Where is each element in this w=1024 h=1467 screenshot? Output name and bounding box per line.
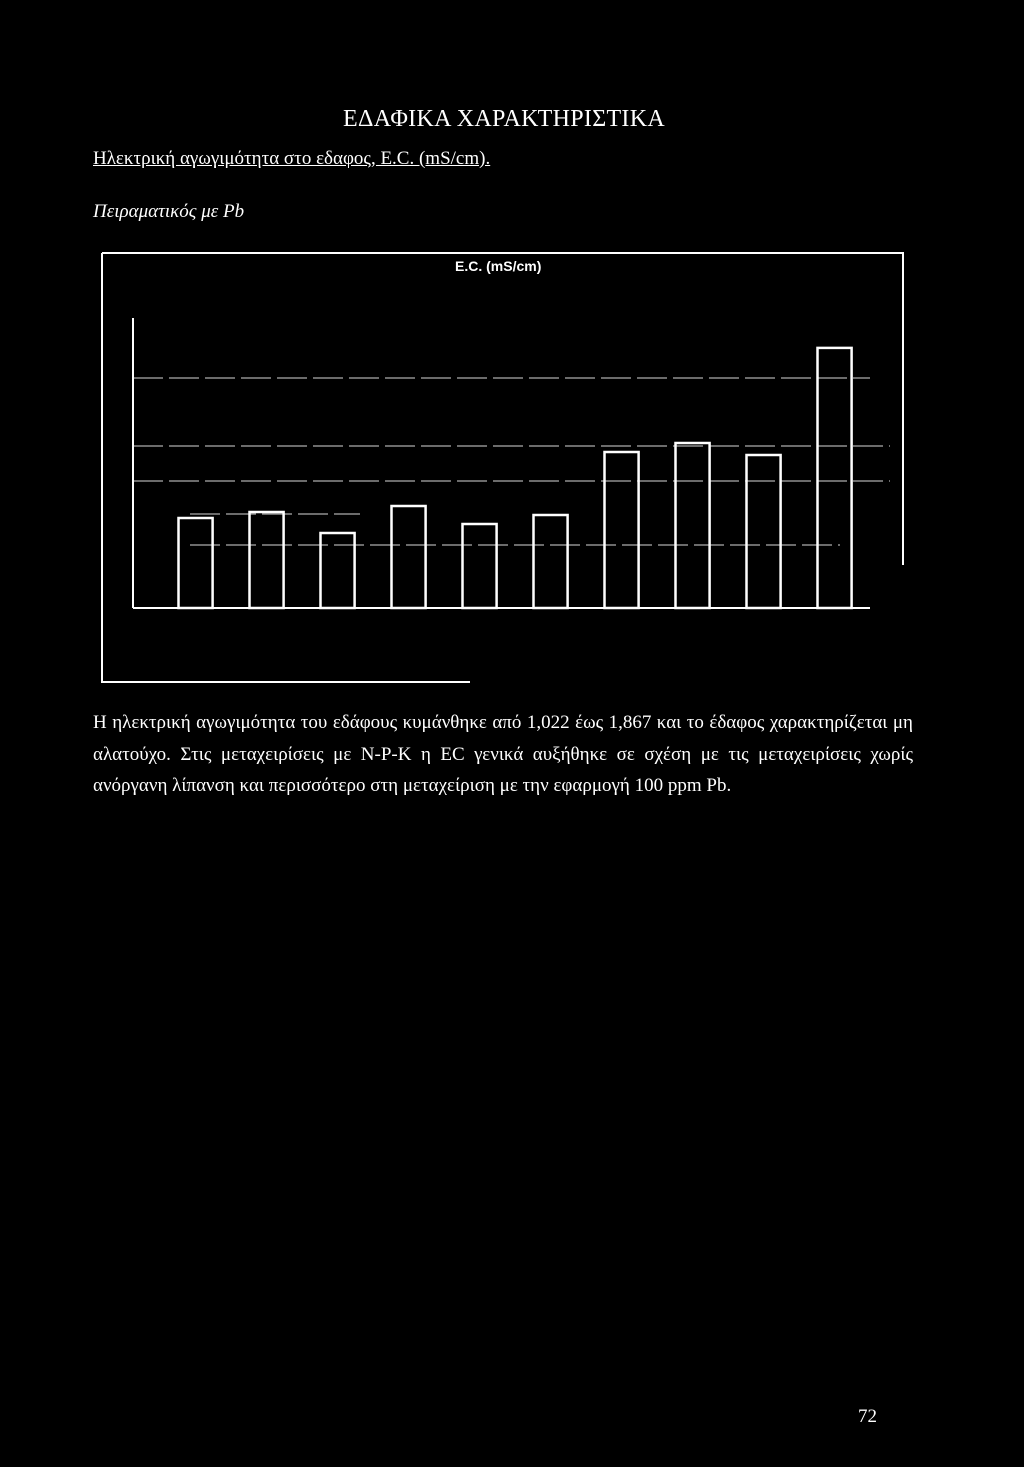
page-number: 72 [858,1406,877,1427]
bar-9 [747,455,781,608]
bar-5 [463,524,497,608]
chart-frame [102,253,903,565]
bar-8 [676,443,710,608]
page-heading: ΕΔΑΦΙΚΑ ΧΑΡΑΚΤΗΡΙΣΤΙΚΑ [343,106,665,132]
bar-4 [392,506,426,608]
bar-6 [534,515,568,608]
bar-3 [321,533,355,608]
chart-frame-left [102,253,470,682]
bar-1 [179,518,213,608]
bar-10 [818,348,852,608]
experiment-label: Πειραματικός με Pb [93,201,245,222]
ec-chart-svg [0,0,1024,700]
ec-chart [0,0,1024,700]
bar-2 [250,512,284,608]
body-paragraph: Η ηλεκτρική αγωγιμότητα του εδάφους κυμάνθηκε από 1,022 έως 1,867 και το έδαφος χαρακτηρίζεται μη αλατούχο. Στις μεταχειρίσεις με N-P-K η EC γενικά αυξήθηκε σε σχέση με τις μεταχειρίσεις χωρίς ανόργανη λίπανση και περισσότερο στη μεταχείριση με την εφαρμογή 100 ppm Pb. [93,712,913,796]
chart-title: E.C. (mS/cm) [455,258,542,274]
section-subheading: Ηλεκτρική αγωγιμότητα στο εδαφος, Ε.C. (mS/cm). [93,148,491,169]
bar-7 [605,452,639,608]
